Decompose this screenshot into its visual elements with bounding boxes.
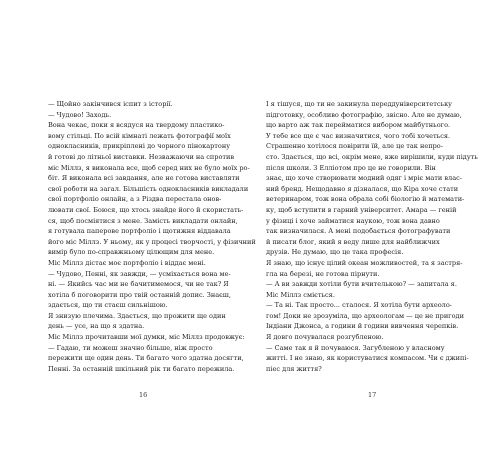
text-line: я готувала паперове портфоліо і щотижня віддавала	[48, 227, 231, 236]
text-line: ветеринаром, тож вона обрала собі біологію й математи-	[266, 195, 465, 204]
text-line: Індіани Джонса, а години й години вивчення черепків.	[266, 322, 459, 331]
text-line: — Чудово! Заходь.	[48, 110, 112, 119]
text-line: — А ви завжди хотіли бути вчителькою? — запитала я.	[266, 280, 457, 289]
text-line: біт. Я виконала всі завдання, але не готова виставляти	[48, 174, 240, 183]
text-line: Міс Міллз прочитавши мої думки, міс Міллз продовжує:	[48, 333, 245, 342]
text-line: лювати свої. Боюся, що хтось знайде його й скористать-	[48, 205, 244, 214]
text-line: хотіла б поговорити про твій останній допис. Знаєш,	[48, 290, 231, 299]
text-line: піес для життя?	[266, 364, 322, 373]
text-line: Я знизую плечима. Здається, що прожити ще один	[48, 311, 226, 320]
text-line: ний бренд. Нещодавно я дізналася, що Кіра хоче стати	[266, 184, 459, 193]
text-line: вимір було по-справжньому цілющим для мене.	[48, 248, 215, 257]
text-line: — Саме так я й почуваюся. Загубленою у власному	[266, 343, 445, 352]
text-line: Вона чекає, поки я всядуся на твердому пластико-	[48, 121, 225, 130]
text-line: ні. — Якийсь час ми не бачитимемося, чи не так? Я	[48, 280, 229, 289]
text-line: Пенні. За останній шкільний рік ти багато пережила.	[48, 364, 235, 373]
text-line: Міс Міллз сміється.	[266, 290, 335, 299]
text-line: день — усе, на що я здатна.	[48, 322, 145, 331]
text-line: І я тішуся, що ти не закинула переддуніверситетську	[266, 100, 453, 108]
text-line: однокласників, прикріплені до чорного пінокартону	[48, 142, 231, 151]
text-line: міс Міллз, я виконала все, щоб серед них не було моїх ро-	[48, 163, 250, 172]
text-line: свої портфоліо онлайн, а з Різдва перестала онов-	[48, 195, 222, 204]
text-line: здається, що ти стаєш сильнішою.	[48, 301, 168, 310]
text-line: гла на березі, не готова пірнути.	[266, 269, 380, 278]
text-line: Я знаю, що існує цілий океан можливостей, та я застря-	[266, 258, 463, 267]
page-number-left: 16	[139, 391, 148, 399]
left-page-text	[48, 99, 256, 374]
text-line: знає, що хоче створювати модний одяг і мріє мати влас-	[266, 174, 462, 183]
text-line: й писати блог, який я веду лише для найближчих	[266, 237, 440, 246]
text-line: Міс Міллз дістає моє портфоліо і віддає мені.	[48, 258, 206, 267]
right-page	[250, 0, 500, 450]
text-line: після школи. З Елліотом про це не говорили. Він	[266, 163, 436, 172]
text-line: — Та ні. Так просто... сталося. Я хотіла бути археоло-	[266, 301, 452, 310]
text-line: У тебе все ще є час визначитися, чого тобі хочеться.	[266, 131, 451, 140]
text-line: пережити ще один день. Ти багато чого здатна досягти,	[48, 354, 244, 363]
text-line: й готові до літньої виставки. Незважаючи на спротив	[48, 152, 235, 161]
text-line: ку, щоб вступити в гарний університет. Амара — генiй	[266, 205, 457, 214]
text-line: — Чудово, Пенні, як завжди, — усміхається вона ме-	[48, 269, 231, 278]
text-line: Страшенно хотілося повірити їй, але це так непро-	[266, 142, 443, 151]
text-line: підготовку, особливо фотографію, звісно. Але не думаю,	[266, 110, 462, 119]
text-line: друзів. Не думаю, що це така професія.	[266, 248, 404, 257]
text-line: — Гадаю, ти можеш значно більше, ніж просто	[48, 343, 213, 352]
right-page-text	[266, 99, 478, 374]
text-line: гом! Доки не зрозуміла, що археологам — це не пригоди	[266, 311, 464, 320]
text-line: що варто аж так перейматися вибором майбутнього.	[266, 121, 451, 130]
text-line: вому стільці. По всій кімнаті лежать фотографії моїх	[48, 131, 231, 140]
text-line: — Щойно закінчився іспит з історії.	[48, 100, 173, 108]
text-line: свої роботи на загал. Більшість однокласників викладали	[48, 184, 249, 193]
page-number-right: 17	[368, 391, 377, 399]
text-line: Я довго почувалася розгубленою.	[266, 333, 384, 342]
text-line: житті. І не знаю, як користуватися компасом. Чи є джипі-	[266, 354, 469, 363]
text-line: його міс Міллз. У ньому, як у процесі творчості, у фізичний	[48, 237, 256, 246]
text-line: ся, щоб посміятися з мене. Замість викладати онлайн,	[48, 216, 238, 225]
text-line: у фізиці і хоче займатися наукою, тож вона давно	[266, 216, 440, 225]
text-line: сто. Здається, що всі, окрім мене, вже вирішили, куди підуть	[266, 152, 478, 161]
text-line: так визначилася. А мені подобається фотографувати	[266, 227, 451, 236]
